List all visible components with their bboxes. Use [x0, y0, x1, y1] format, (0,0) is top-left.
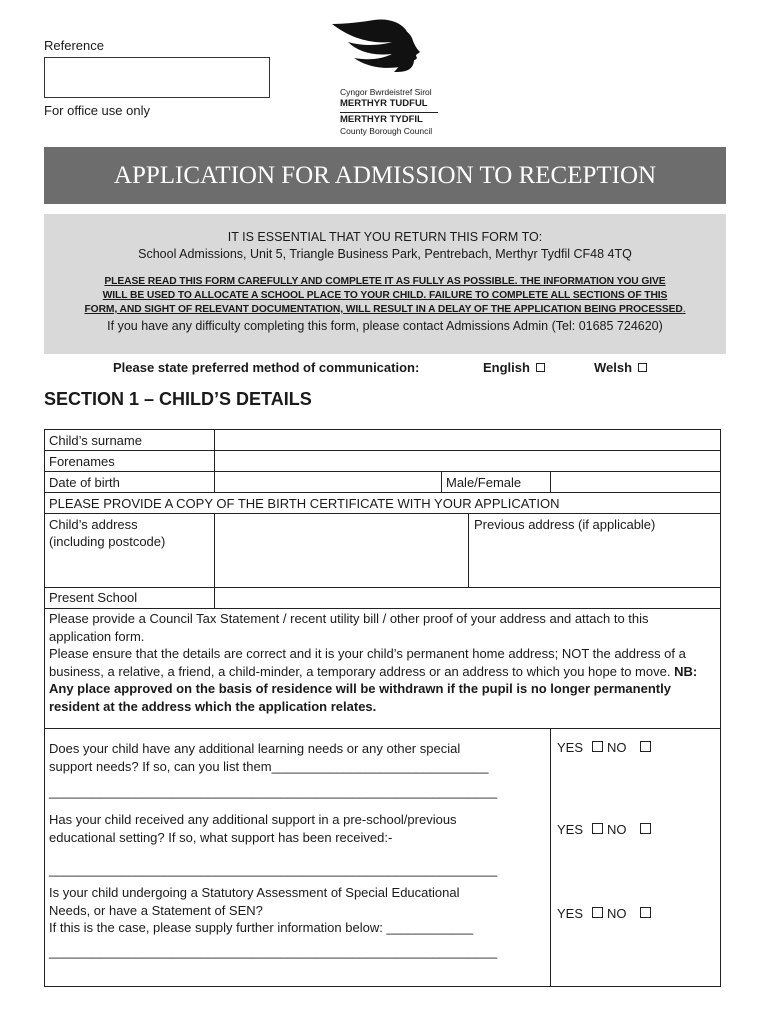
notice-address: School Admissions, Unit 5, Triangle Business Park, Pentrebach, Merthyr Tydfil CF48 4TQ — [138, 247, 632, 261]
english-option[interactable] — [483, 360, 545, 375]
previous-address-input[interactable] — [470, 534, 719, 586]
section-1-heading: SECTION 1 – CHILD’S DETAILS — [44, 389, 312, 409]
flowing-hair-profile-icon — [330, 16, 430, 86]
gender-input[interactable] — [552, 473, 719, 491]
previous-support-yes-checkbox[interactable] — [592, 823, 603, 834]
additional-needs-options — [557, 740, 651, 755]
ensure-note: Please ensure that the details are correct and it is your child’s permanent home address; NOT the address of a business, a relative, a friend, a child-minder, a temporary address or an address to which you hope to move. NB: Any place approved on the basis of residence will be withdrawn if the pupil is no longer permanently resident at the address which the application relates. — [49, 646, 698, 714]
forenames-input[interactable] — [216, 452, 719, 470]
statutory-assessment-yes-checkbox[interactable] — [592, 907, 603, 918]
address-input[interactable] — [216, 515, 467, 586]
council-logo — [328, 16, 448, 140]
yes-label: YES — [557, 906, 584, 921]
surname-input[interactable] — [216, 431, 719, 449]
office-use-label: For office use only — [44, 103, 150, 118]
dob-label: Date of birth — [49, 475, 120, 490]
logo-text-merthyr-tydfil: MERTHYR TYDFIL — [340, 114, 423, 125]
residence-nb: NB: Any place approved on the basis of residence will be withdrawn if the pupil is no longer permanently resident at the address which the application relates. — [49, 663, 698, 714]
no-label: NO — [607, 740, 627, 755]
yes-label: YES — [557, 822, 584, 837]
proof-note: Please provide a Council Tax Statement / recent utility bill / other proof of your address and attach to this application form. — [49, 611, 649, 644]
address-proof-instructions — [49, 610, 714, 715]
logo-text-welsh-council: Cyngor Bwrdeistref Sirol — [340, 87, 432, 97]
surname-label: Child’s surname — [49, 433, 142, 448]
previous-support-no-checkbox[interactable] — [640, 823, 651, 834]
previous-support-options — [557, 822, 651, 837]
welsh-label: Welsh — [594, 360, 633, 375]
welsh-option[interactable] — [594, 360, 647, 375]
reference-label: Reference — [44, 38, 104, 53]
statutory-assessment-no-checkbox[interactable] — [640, 907, 651, 918]
forenames-label: Forenames — [49, 454, 115, 469]
logo-divider — [340, 112, 438, 113]
logo-text-county-borough: County Borough Council — [340, 126, 433, 136]
notice-essential: IT IS ESSENTIAL THAT YOU RETURN THIS FORM TO: — [227, 230, 543, 244]
question-previous-support: Has your child received any additional support in a pre-school/previous educational setting? If so, what support has been received:- ______________________________________________________________ — [49, 812, 498, 877]
additional-needs-no-checkbox[interactable] — [640, 741, 651, 752]
form-title: APPLICATION FOR ADMISSION TO RECEPTION — [44, 147, 726, 204]
english-label: English — [483, 360, 530, 375]
previous-address-label: Previous address (if applicable) — [474, 517, 656, 532]
welsh-checkbox[interactable] — [638, 363, 647, 372]
notice-warning-line-2: WILL BE USED TO ALLOCATE A SCHOOL PLACE TO YOUR CHILD. FAILURE TO COMPLETE ALL SECTIONS OF THIS — [102, 290, 668, 301]
present-school-input[interactable] — [216, 589, 719, 607]
statutory-assessment-options — [557, 906, 651, 921]
return-notice — [44, 214, 726, 354]
address-label: Child’s address (including postcode) — [49, 517, 166, 549]
no-label: NO — [607, 822, 627, 837]
birth-certificate-note: PLEASE PROVIDE A COPY OF THE BIRTH CERTIFICATE WITH YOUR APPLICATION — [49, 496, 560, 511]
notice-warning-line-3: FORM, AND SIGHT OF RELEVANT DOCUMENTATION, WILL RESULT IN A DELAY OF THE APPLICATION BEING PROCESSED. — [84, 304, 686, 315]
notice-warning-line-1: PLEASE READ THIS FORM CAREFULLY AND COMPLETE IT AS FULLY AS POSSIBLE. THE INFORMATION YOU GIVE — [104, 276, 666, 287]
question-statutory-assessment: Is your child undergoing a Statutory Assessment of Special Educational Needs, or have a Statement of SEN? If this is the case, please supply further information below: ____________ ______________________________________________________________ — [49, 885, 498, 959]
dob-input[interactable] — [216, 473, 440, 491]
communication-label: Please state preferred method of communication: — [113, 360, 420, 375]
present-school-label: Present School — [49, 590, 138, 605]
question-additional-needs: Does your child have any additional learning needs or any other special support needs? If so, can you list them______________________________ ______________________________________________________________ — [49, 741, 498, 799]
logo-text-merthyr-tudful: MERTHYR TUDFUL — [340, 98, 428, 109]
no-label: NO — [607, 906, 627, 921]
english-checkbox[interactable] — [536, 363, 545, 372]
reference-input[interactable] — [44, 57, 270, 98]
yes-label: YES — [557, 740, 584, 755]
additional-needs-yes-checkbox[interactable] — [592, 741, 603, 752]
notice-contact: If you have any difficulty completing this form, please contact Admissions Admin (Tel: 01685 724620) — [107, 319, 663, 333]
gender-label: Male/Female — [446, 475, 522, 490]
